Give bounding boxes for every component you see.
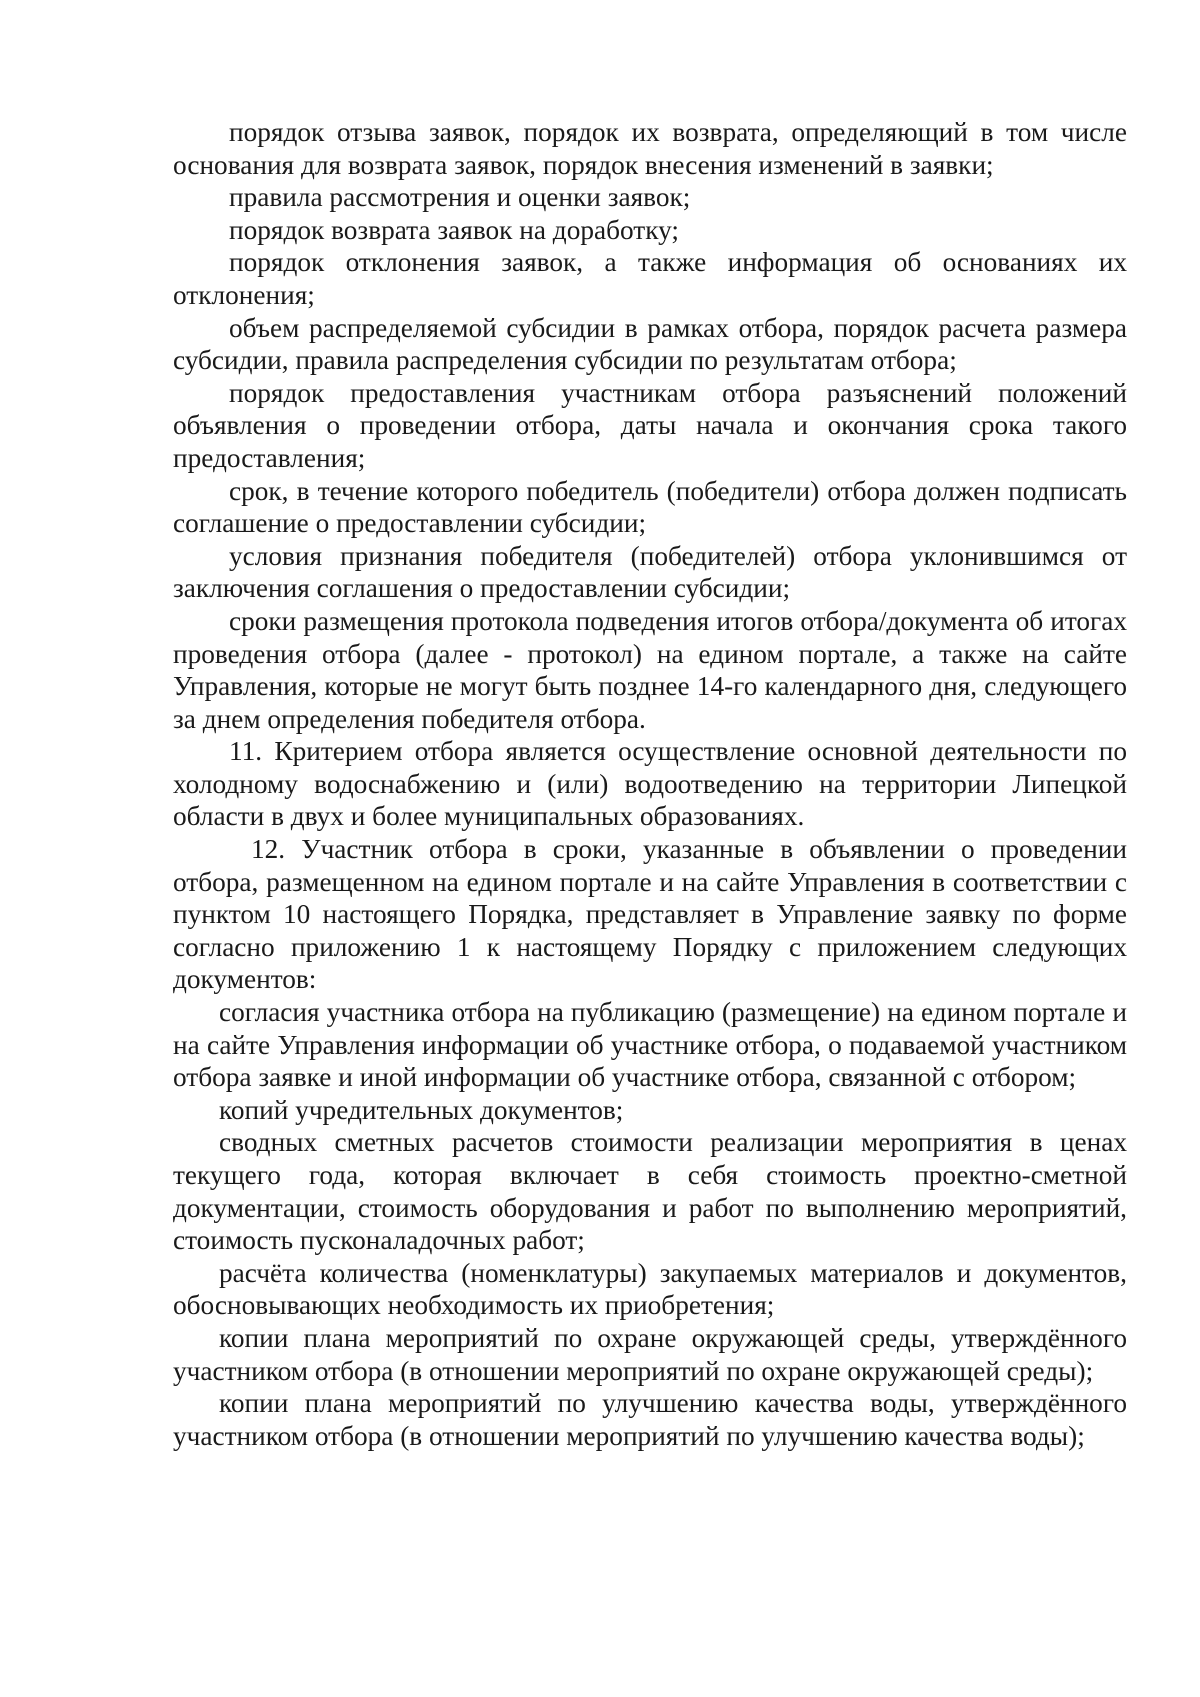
paragraph-clarifications: порядок предоставления участникам отбора разъяснений положений объявления о проведении отбора, даты начала и окончания срока такого предоставления; <box>173 377 1127 473</box>
document-body <box>173 116 1127 1452</box>
paragraph-protocol-deadlines: сроки размещения протокола подведения итогов отбора/документа об итогах проведения отбора (далее - протокол) на едином портале, а также на сайте Управления, которые не могут быть позднее 14-го календарного дня, следующего за днем определения победителя отбора. <box>173 605 1127 734</box>
paragraph-review-rules: правила рассмотрения и оценки заявок; <box>229 182 691 213</box>
paragraph-cost-estimates: сводных сметных расчетов стоимости реализации мероприятия в ценах текущего года, которая включает в себя стоимость проектно-сметной документации, стоимость оборудования и работ по выполнению мероприятий, стоимость пусконаладочных работ; <box>173 1127 1127 1256</box>
paragraph-return-for-revision: порядок возврата заявок на доработку; <box>229 214 679 245</box>
paragraph-evasion-conditions: условия признания победителя (победителей) отбора уклонившимся от заключения соглашения о предоставлении субсидии; <box>173 540 1127 604</box>
paragraph-rejection-procedure: порядок отклонения заявок, а также информация об основаниях их отклонения; <box>173 247 1127 310</box>
paragraph-item-12: 12. Участник отбора в сроки, указанные в объявлении о проведении отбора, размещенном на едином портале и на сайте Управления в соответствии с пунктом 10 настоящего Порядка, представляет в Управление заявку по форме согласно приложению 1 к настоящему Порядку с приложением следующих документов: <box>173 834 1127 995</box>
paragraph-subsidy-volume: объем распределяемой субсидии в рамках отбора, порядок расчета размера субсидии, правила распределения субсидии по результатам отбора; <box>173 312 1127 376</box>
paragraph-agreement-deadline: срок, в течение которого победитель (победители) отбора должен подписать соглашение о предоставлении субсидии; <box>173 475 1127 539</box>
paragraph-withdrawal-procedure: порядок отзыва заявок, порядок их возврата, определяющий в том числе основания для возврата заявок, порядок внесения изменений в заявки; <box>173 117 1127 180</box>
paragraph-founding-documents: копий учредительных документов; <box>219 1094 624 1125</box>
paragraph-materials-calculation: расчёта количества (номенклатуры) закупаемых материалов и документов, обосновывающих необходимость их приобретения; <box>173 1257 1127 1321</box>
paragraph-consent: согласия участника отбора на публикацию (размещение) на едином портале и на сайте Управления информации об участнике отбора, о подаваемой участником отбора заявке и иной информации об участнике отбора, связанной с отбором; <box>173 997 1127 1093</box>
paragraph-water-quality-plan: копии плана мероприятий по улучшению качества воды, утверждённого участником отбора (в отношении мероприятий по улучшению качества воды); <box>173 1388 1127 1451</box>
paragraph-environment-plan: копии плана мероприятий по охране окружающей среды, утверждённого участником отбора (в отношении мероприятий по охране окружающей среды); <box>173 1322 1127 1386</box>
paragraph-item-11: 11. Критерием отбора является осуществление основной деятельности по холодному водоснабжению и (или) водоотведению на территории Липецкой области в двух и более муниципальных образованиях. <box>173 736 1127 832</box>
